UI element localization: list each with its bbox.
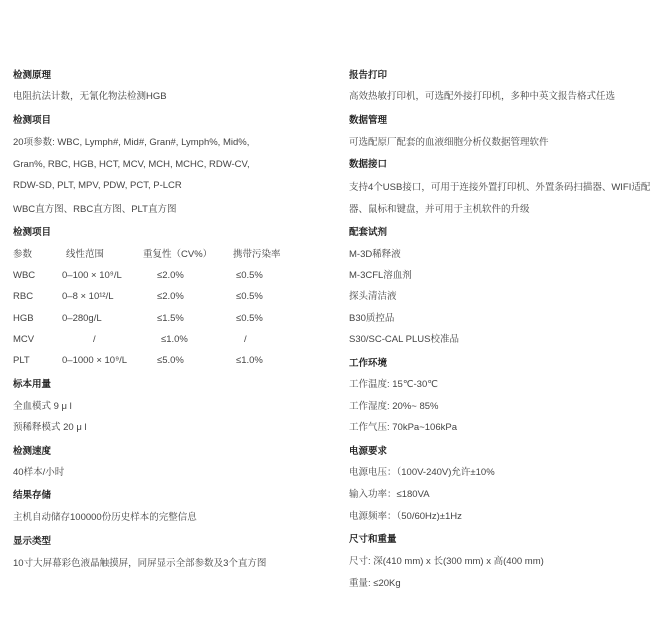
items-line-4: WBC直方图、RBC直方图、PLT直方图	[13, 204, 177, 215]
perf-row-wbc-carry: ≤0.5%	[236, 270, 263, 281]
reagent-line-4: B30质控品	[349, 313, 395, 324]
mgmt-text: 可选配原厂配套的血液细胞分析仪数据管理软件	[349, 137, 549, 148]
perf-row-plt-cv: ≤5.0%	[157, 355, 184, 366]
iface-heading: 数据接口	[349, 159, 388, 170]
power-line-1: 电源电压：（100V-240V)允许±10%	[349, 467, 495, 478]
display-heading: 显示类型	[13, 536, 52, 547]
speed-text: 40样本/小时	[13, 467, 65, 478]
principle-heading: 检测原理	[13, 70, 52, 81]
power-line-2: 输入功率：≤180VA	[349, 489, 430, 500]
perf-row-mcv-carry: /	[244, 334, 247, 345]
env-line-3: 工作气压: 70kPa~106kPa	[349, 422, 457, 433]
perf-row-hgb-param: HGB	[13, 313, 34, 324]
perf-row-mcv-param: MCV	[13, 334, 35, 345]
perf-heading: 检测项目	[13, 227, 52, 238]
perf-row-plt-carry: ≤1.0%	[236, 355, 263, 366]
perf-row-wbc-param: WBC	[13, 270, 36, 281]
perf-row-rbc-carry: ≤0.5%	[236, 291, 263, 302]
perf-row-wbc-cv: ≤2.0%	[157, 270, 184, 281]
perf-header-param: 参数	[13, 249, 33, 260]
reagent-line-3: 探头清洁液	[349, 291, 397, 302]
print-text: 高效热敏打印机，可选配外接打印机，多种中英文报告格式任选	[349, 91, 616, 102]
iface-line-1: 支持4个USB接口，可用于连接外置打印机、外置条码扫描器、WIFI适配	[349, 182, 651, 193]
speed-heading: 检测速度	[13, 446, 52, 457]
perf-header-range: 线性范围	[66, 249, 105, 260]
env-heading: 工作环境	[349, 358, 388, 369]
perf-row-hgb-cv: ≤1.5%	[157, 313, 184, 324]
items-heading: 检测项目	[13, 115, 52, 126]
perf-row-rbc-range: 0–8 × 10¹²/L	[62, 291, 114, 302]
principle-text: 电阻抗法计数，无氰化物法检测HGB	[13, 91, 167, 102]
reagent-line-1: M-3D稀释液	[349, 249, 401, 260]
size-heading: 尺寸和重量	[349, 534, 397, 545]
storage-heading: 结果存储	[13, 490, 52, 501]
env-line-1: 工作温度: 15℃-30℃	[349, 379, 438, 390]
perf-row-plt-range: 0–1000 × 10⁹/L	[62, 355, 128, 366]
perf-row-wbc-range: 0–100 × 10⁹/L	[62, 270, 122, 281]
reagent-line-5: S30/SC-CAL PLUS校准品	[349, 334, 459, 345]
size-line-1: 尺寸: 深(410 mm) x 长(300 mm) x 高(400 mm)	[349, 556, 544, 567]
perf-header-carry: 携带污染率	[233, 249, 281, 260]
perf-row-hgb-range: 0–280g/L	[62, 313, 102, 324]
perf-row-mcv-cv: ≤1.0%	[161, 334, 188, 345]
sample-line-2: 预稀释模式 20 μ l	[13, 422, 87, 433]
items-line-3: RDW-SD, PLT, MPV, PDW, PCT, P-LCR	[13, 180, 182, 191]
reagent-heading: 配套试剂	[349, 227, 388, 238]
perf-row-rbc-cv: ≤2.0%	[157, 291, 184, 302]
print-heading: 报告打印	[349, 70, 388, 81]
iface-line-2: 器、鼠标和键盘，并可用于主机软件的升级	[349, 204, 530, 215]
display-text: 10寸大屏幕彩色液晶触摸屏，同屏显示全部参数及3个直方图	[13, 558, 267, 569]
items-line-1: 20项参数: WBC, Lymph#, Mid#, Gran#, Lymph%, Mid%,	[13, 137, 250, 148]
sample-line-1: 全血模式 9 μ l	[13, 401, 72, 412]
size-line-2: 重量: ≤20Kg	[349, 578, 401, 589]
perf-row-hgb-carry: ≤0.5%	[236, 313, 263, 324]
mgmt-heading: 数据管理	[349, 115, 388, 126]
storage-text: 主机自动储存100000份历史样本的完整信息	[13, 512, 197, 523]
env-line-2: 工作湿度: 20%~ 85%	[349, 401, 439, 412]
power-line-3: 电源频率：（50/60Hz)±1Hz	[349, 511, 462, 522]
perf-row-rbc-param: RBC	[13, 291, 34, 302]
perf-row-plt-param: PLT	[13, 355, 30, 366]
items-line-2: Gran%, RBC, HGB, HCT, MCV, MCH, MCHC, RDW-CV,	[13, 159, 250, 170]
power-heading: 电源要求	[349, 446, 388, 457]
perf-header-cv: 重复性（CV%）	[143, 249, 213, 260]
sample-heading: 标本用量	[13, 379, 52, 390]
reagent-line-2: M-3CFL溶血剂	[349, 270, 412, 281]
perf-row-mcv-range: /	[93, 334, 96, 345]
